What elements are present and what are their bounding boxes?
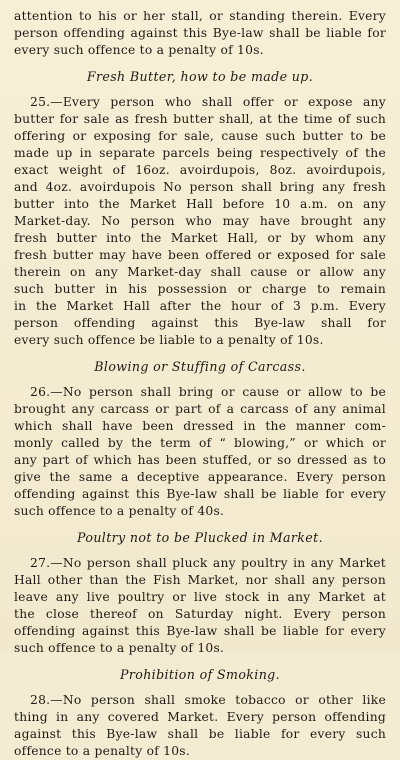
text-line: 27.—No person shall pluck any poultry in any Market bbox=[30, 556, 386, 570]
section-heading-poultry: Poultry not to be Plucked in Market. bbox=[77, 530, 323, 545]
section-27-paragraph bbox=[14, 555, 386, 657]
text-line: 25.—Every person who shall offer or expose any bbox=[30, 95, 386, 109]
text-line: Market-day. No person who may have brought any bbox=[14, 214, 386, 228]
text-line: Hall other than the Fish Market, nor shall any person bbox=[14, 573, 386, 587]
text-line: such butter in his possession or charge to remain bbox=[14, 282, 386, 296]
text-line: butter for sale as fresh butter shall, at the time of such bbox=[14, 112, 386, 126]
text-line: made up in separate parcels being respectively of the bbox=[14, 146, 386, 160]
text-line: leave any live poultry or live stock in any Market at bbox=[14, 590, 386, 604]
text-line: such offence to a penalty of 10s. bbox=[14, 641, 225, 655]
section-26-paragraph bbox=[14, 384, 386, 520]
text-line: fresh butter may have been offered or exposed for sale bbox=[14, 248, 386, 262]
text-line: person offending against this Bye-law shall for bbox=[14, 316, 386, 330]
text-line: person offending against this Bye-law shall be liable for bbox=[14, 26, 386, 40]
section-heading-fresh-butter: Fresh Butter, how to be made up. bbox=[86, 69, 314, 84]
text-line: such offence to a penalty of 40s. bbox=[14, 504, 225, 518]
text-line: offering or exposing for sale, cause such butter to be bbox=[14, 129, 386, 143]
text-line: every such offence be liable to a penalty of 10s. bbox=[14, 333, 324, 347]
text-line: exact weight of 16oz. avoirdupois, 8oz. avoirdupois, bbox=[14, 163, 386, 177]
section-25-paragraph bbox=[14, 94, 386, 349]
text-line: give the same a deceptive appearance. Every person bbox=[14, 470, 386, 484]
text-line: the close thereof on Saturday night. Every person bbox=[14, 607, 386, 621]
text-line: every such offence to a penalty of 10s. bbox=[14, 43, 264, 57]
text-line: 28.—No person shall smoke tobacco or other like bbox=[30, 693, 386, 707]
text-line: monly called by the term of “ blowing,” or which or bbox=[14, 436, 386, 450]
text-line: attention to his or her stall, or standing therein. Every bbox=[14, 9, 386, 23]
section-28-paragraph bbox=[14, 692, 386, 760]
text-line: in the Market Hall after the hour of 3 p.m. Every bbox=[14, 299, 386, 313]
text-line: butter into the Market Hall before 10 a.m. on any bbox=[14, 197, 386, 211]
text-line: thing in any covered Market. Every person offending bbox=[14, 710, 386, 724]
text-line: any part of which has been stuffed, or so dressed as to bbox=[14, 453, 386, 467]
intro-paragraph bbox=[14, 8, 386, 59]
section-heading-blowing-stuffing: Blowing or Stuffing of Carcass. bbox=[94, 359, 306, 374]
text-line: offence to a penalty of 10s. bbox=[14, 744, 191, 758]
text-line: 26.—No person shall bring or cause or allow to be bbox=[30, 385, 386, 399]
text-line: which shall have been dressed in the manner com- bbox=[14, 419, 386, 433]
text-line: offending against this Bye-law shall be liable for every bbox=[14, 624, 386, 638]
text-line: and 4oz. avoirdupois No person shall bring any fresh bbox=[14, 180, 386, 194]
text-line: against this Bye-law shall be liable for every such bbox=[14, 727, 386, 741]
text-line: offending against this Bye-law shall be liable for every bbox=[14, 487, 386, 501]
text-line: brought any carcass or part of a carcass of any animal bbox=[14, 402, 386, 416]
text-line: fresh butter into the Market Hall, or by whom any bbox=[14, 231, 386, 245]
text-line: therein on any Market-day shall cause or allow any bbox=[14, 265, 386, 279]
section-heading-smoking: Prohibition of Smoking. bbox=[119, 667, 280, 682]
